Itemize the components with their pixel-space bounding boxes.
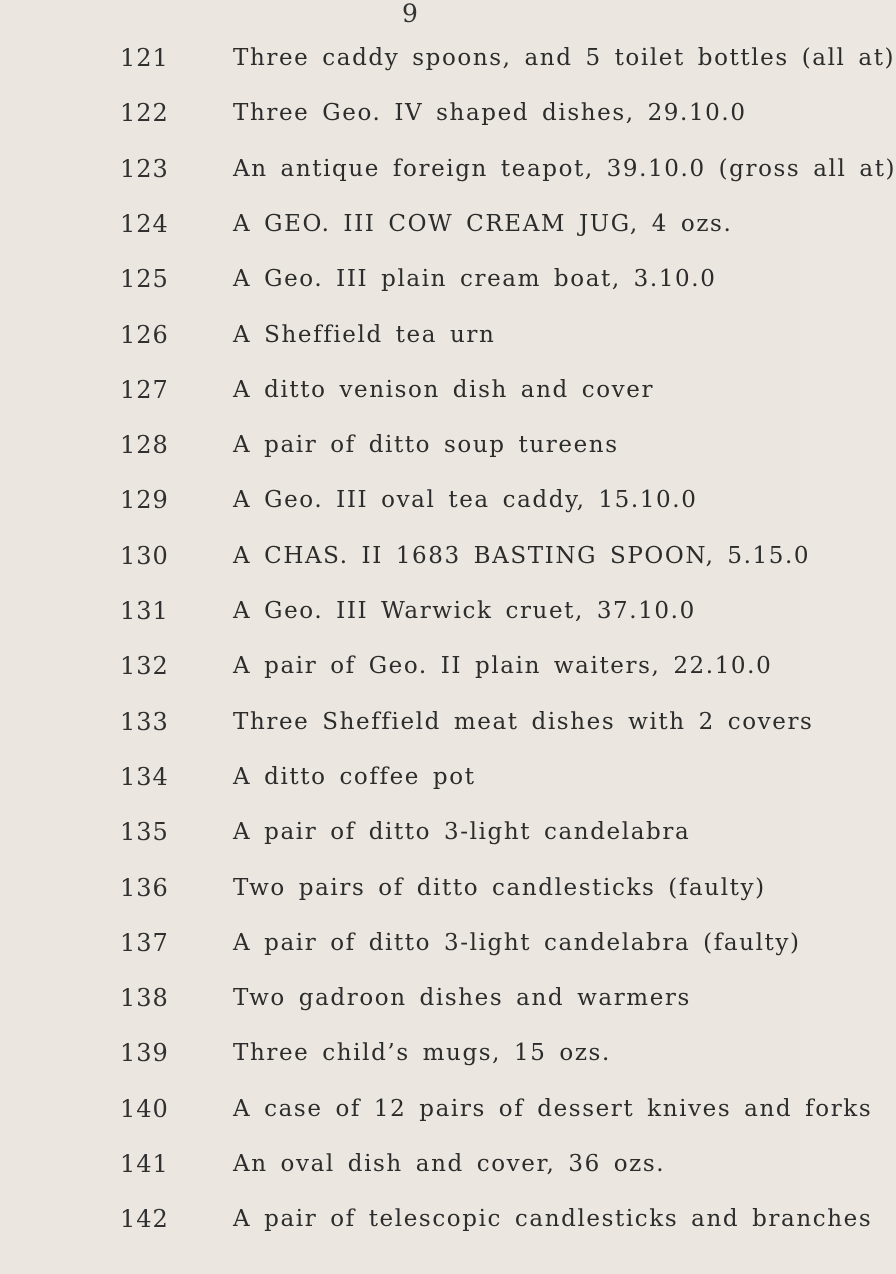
- lot-description: A pair of telescopic candlesticks and branches: [233, 1206, 873, 1233]
- lot-row: [0, 928, 800, 968]
- lot-description: A Geo. III Warwick cruet, 37.10.0: [233, 598, 696, 624]
- lot-description: Two gadroon dishes and warmers: [233, 985, 691, 1012]
- lot-description: Three caddy spoons, and 5 toilet bottles (all at): [233, 45, 896, 71]
- lot-row: [0, 375, 800, 415]
- lot-description: A Sheffield tea urn: [233, 321, 496, 348]
- lot-row: [0, 98, 800, 138]
- lot-row: [0, 320, 800, 360]
- lot-description: A CHAS. II 1683 BASTING SPOON, 5.15.0: [233, 542, 811, 569]
- lot-row: [0, 541, 811, 581]
- lot-number: 130: [120, 541, 169, 570]
- lot-row: [0, 762, 800, 802]
- lot-row: [0, 209, 800, 249]
- lot-row: [0, 1094, 873, 1134]
- lot-row: [0, 817, 800, 857]
- lot-description: A pair of ditto 3-light candelabra: [233, 819, 691, 846]
- lot-number: 138: [120, 984, 169, 1013]
- lot-row: [0, 1204, 873, 1244]
- lot-number: 134: [120, 762, 169, 791]
- lot-description: Three child’s mugs, 15 ozs.: [233, 1040, 611, 1067]
- lot-row: [0, 1038, 800, 1078]
- lot-number: 131: [120, 597, 169, 625]
- lot-row: [0, 596, 800, 636]
- lot-number: 137: [120, 928, 169, 957]
- lot-row: [0, 651, 800, 691]
- lot-row: [0, 264, 800, 304]
- lot-number: 121: [120, 44, 169, 72]
- lot-description: A Geo. III plain cream boat, 3.10.0: [233, 266, 717, 293]
- lot-description: An oval dish and cover, 36 ozs.: [233, 1151, 666, 1177]
- lot-row: [0, 707, 814, 747]
- lot-row: [0, 485, 800, 525]
- lot-row: [0, 983, 800, 1023]
- lot-number: 127: [120, 375, 169, 404]
- lot-number: 142: [120, 1205, 169, 1234]
- lot-description: A pair of ditto soup tureens: [233, 432, 619, 459]
- lot-description: A pair of Geo. II plain waiters, 22.10.0: [233, 653, 773, 680]
- lot-description: A GEO. III COW CREAM JUG, 4 ozs.: [233, 210, 733, 237]
- lot-number: 122: [120, 99, 169, 128]
- lot-number: 129: [120, 486, 169, 515]
- lot-row: [0, 43, 896, 83]
- lot-row: [0, 154, 896, 194]
- lot-description: A Geo. III oval tea caddy, 15.10.0: [233, 487, 698, 514]
- lot-row: [0, 873, 800, 913]
- lot-description: Two pairs of ditto candlesticks (faulty): [233, 874, 766, 901]
- page-number: 9: [402, 0, 418, 28]
- lot-number: 135: [120, 818, 169, 847]
- lot-description: Three Sheffield meat dishes with 2 covers: [233, 708, 814, 735]
- lot-row: [0, 430, 800, 470]
- lot-description: An antique foreign teapot, 39.10.0 (gross all at): [233, 155, 896, 182]
- lot-description: A ditto venison dish and cover: [233, 376, 655, 403]
- lot-number: 132: [120, 652, 169, 681]
- lot-number: 126: [120, 320, 169, 349]
- lot-number: 133: [120, 707, 169, 736]
- lot-number: 124: [120, 209, 169, 238]
- lot-row: [0, 1149, 800, 1189]
- lot-description: A case of 12 pairs of dessert knives and forks: [233, 1095, 873, 1122]
- lot-number: 128: [120, 431, 169, 460]
- lot-number: 123: [120, 154, 169, 183]
- lot-number: 139: [120, 1039, 169, 1068]
- lot-number: 125: [120, 265, 169, 294]
- lot-description: Three Geo. IV shaped dishes, 29.10.0: [233, 100, 747, 127]
- lot-number: 136: [120, 873, 169, 902]
- lot-description: A pair of ditto 3-light candelabra (faulty): [233, 929, 801, 956]
- lot-number: 141: [120, 1150, 169, 1178]
- lot-number: 140: [120, 1094, 169, 1123]
- lot-description: A ditto coffee pot: [233, 763, 476, 790]
